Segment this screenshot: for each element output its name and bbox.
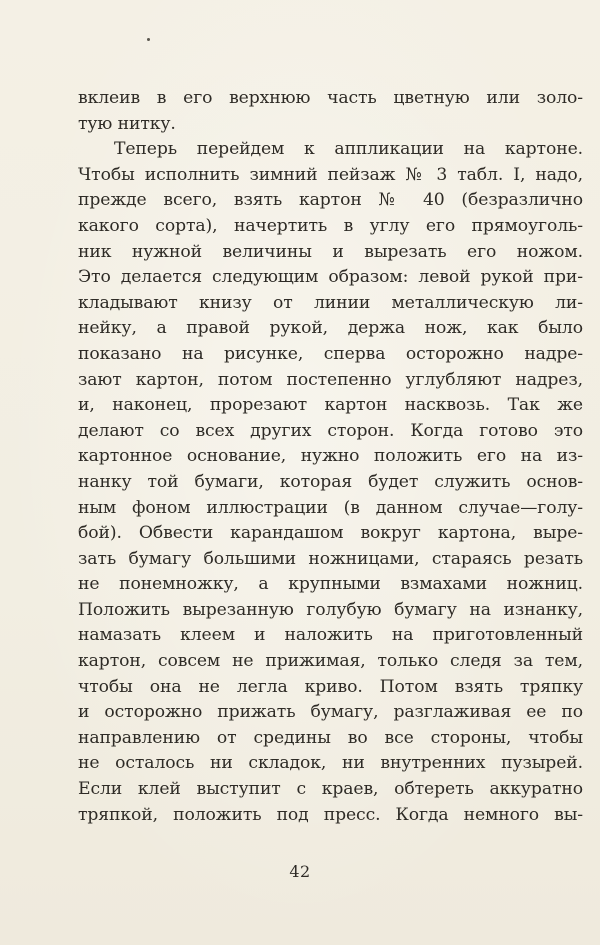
text-line: не понемножку, а крупными взмахами ножниц. [78, 574, 583, 595]
text-line: Положить вырезанную голубую бумагу на изнанку, [78, 599, 583, 620]
text-line: какого сорта), начертить в углу его прямоуголь- [78, 215, 583, 236]
text-line: нейку, а правой рукой, держа нож, как было [78, 318, 583, 339]
text-line: нанку той бумаги, которая будет служить основ- [78, 471, 583, 492]
page-number: 42 [289, 862, 311, 881]
text-line: картонное основание, нужно положить его на из- [78, 446, 583, 467]
text-line: ник нужной величины и вырезать его ножом. [78, 241, 583, 262]
text-line: картон, совсем не прижимая, только следя за тем, [78, 651, 583, 672]
text-line: и, наконец, прорезают картон насквозь. Так же [78, 395, 583, 416]
text-line: зают картон, потом постепенно углубляют надрез, [78, 369, 583, 390]
text-line: бой). Обвести карандашом вокруг картона, выре- [78, 523, 583, 544]
text-line: прежде всего, взять картон № 40 (безразлично [78, 190, 583, 211]
text-line: ным фоном иллюстрации (в данном случае—голу- [78, 497, 583, 518]
text-line: не осталось ни складок, ни внутренних пузырей. [78, 753, 583, 774]
text-line: Если клей выступит с краев, обтереть аккуратно [78, 779, 583, 800]
text-line: делают со всех других сторон. Когда готово это [78, 420, 583, 441]
text-line: вклеив в его верхнюю часть цветную или золо- [78, 88, 583, 108]
text-line: намазать клеем и наложить на приготовленный [78, 625, 583, 646]
text-line: Теперь перейдем к аппликации на картоне. [114, 139, 583, 160]
text-line: чтобы она не легла криво. Потом взять тряпку [78, 676, 583, 697]
text-line: зать бумагу большими ножницами, стараясь резать [78, 548, 583, 569]
text-line: тряпкой, положить под пресс. Когда немного вы- [78, 804, 583, 825]
text-line: направлению от средины во все стороны, чтобы [78, 727, 583, 748]
text-line: Это делается следующим образом: левой рукой при- [78, 267, 583, 288]
text-line: показано на рисунке, сперва осторожно надре- [78, 343, 583, 364]
text-line: и осторожно прижать бумагу, разглаживая ее по [78, 702, 583, 723]
body-text [78, 86, 583, 828]
text-line: кладывают книзу от линии металлическую ли- [78, 292, 583, 313]
text-line: тую нитку. [78, 113, 176, 134]
text-line: Чтобы исполнить зимний пейзаж № 3 табл. I, надо, [78, 164, 583, 185]
print-speck [147, 38, 150, 41]
